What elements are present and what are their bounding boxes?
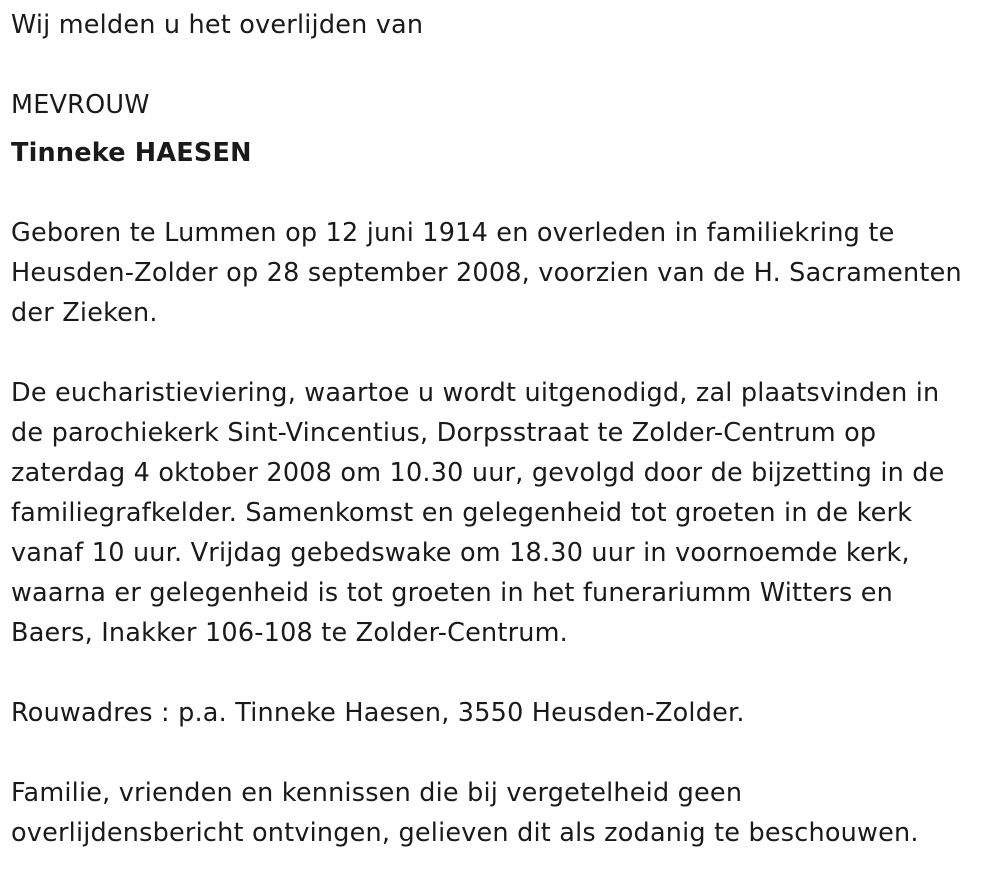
birth-death-line-1: Geboren te Lummen op 12 juni 1914 en overleden in familiekring te — [11, 218, 895, 248]
intro-text: Wij melden u het overlijden van — [11, 10, 424, 40]
ceremony-line-6: waarna er gelegenheid is tot groeten in het funerariumm Witters en — [11, 578, 894, 608]
ceremony-line-2: de parochiekerk Sint-Vincentius, Dorpsstraat te Zolder-Centrum op — [11, 418, 877, 448]
birth-death-line-3: der Zieken. — [11, 298, 158, 328]
ceremony-line-3: zaterdag 4 oktober 2008 om 10.30 uur, gevolgd door de bijzetting in de — [11, 458, 945, 488]
closing-line-2: overlijdensbericht ontvingen, gelieven dit als zodanig te beschouwen. — [11, 818, 919, 848]
birth-death-line-2: Heusden-Zolder op 28 september 2008, voorzien van de H. Sacramenten — [11, 258, 962, 288]
ceremony-line-4: familiegrafkelder. Samenkomst en gelegenheid tot groeten in de kerk — [11, 498, 913, 528]
mourning-address: Rouwadres : p.a. Tinneke Haesen, 3550 Heusden-Zolder. — [11, 698, 745, 728]
ceremony-line-5: vanaf 10 uur. Vrijdag gebedswake om 18.30 uur in voornoemde kerk, — [11, 538, 910, 568]
deceased-name: Tinneke HAESEN — [11, 138, 252, 168]
ceremony-line-7: Baers, Inakker 106-108 te Zolder-Centrum. — [11, 618, 568, 648]
honorific: MEVROUW — [11, 90, 150, 120]
closing-line-1: Familie, vrienden en kennissen die bij vergetelheid geen — [11, 778, 743, 808]
ceremony-line-1: De eucharistieviering, waartoe u wordt uitgenodigd, zal plaatsvinden in — [11, 378, 940, 408]
